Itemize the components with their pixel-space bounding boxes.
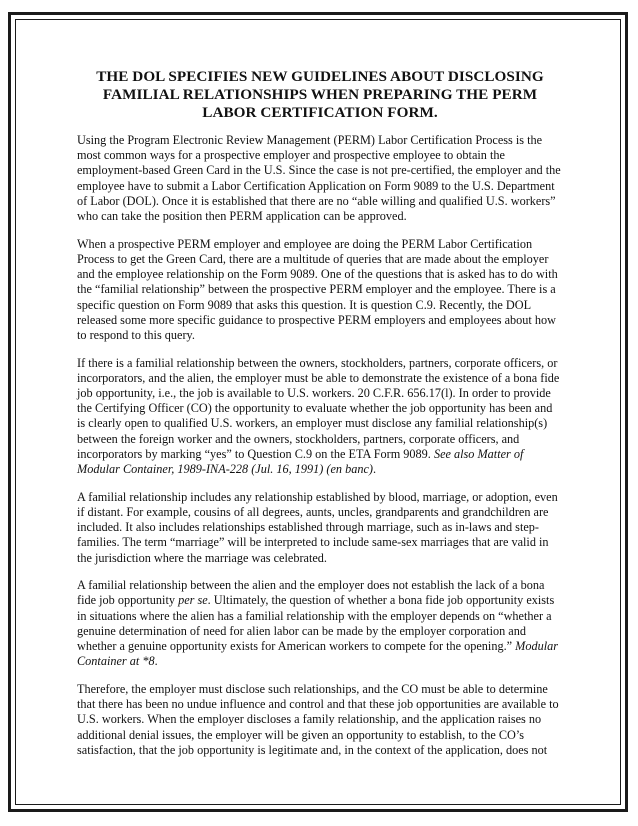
paragraph-tail: .: [154, 654, 158, 669]
case-citation: Modular Container at *8: [77, 639, 559, 669]
paragraph-familial-question: When a prospective PERM employer and employee are doing the PERM Labor Certification Process to get the Green Card, there are a multitude of queries that are made about the employer and the employee relationship on the Form 9089. One of the questions that is asked has to do with the “familial relationship” between the prospective PERM employer and the employee. There is a specific question on Form 9089 that asks this question. It is question C.9. Recently, the DOL released some more specific guidance to prospective PERM employers and employees about how to respond to this query.: [77, 236, 558, 342]
italic-term: per se: [178, 593, 208, 608]
document-title: THE DOL SPECIFIES NEW GUIDELINES ABOUT DISCLOSING FAMILIAL RELATIONSHIPS WHEN PREPARING THE PERM LABOR CERTIFICATION FORM.: [96, 68, 544, 121]
paragraph-text: A familial relationship between the alien and the employer does not establish the lack of a bona fide job opportunity: [77, 578, 545, 608]
paragraph-employer-obligation: Therefore, the employer must disclose such relationships, and the CO must be able to determine that there has been no undue influence and control and that these job opportunities are available to U.S. workers. When the employer discloses a family relationship, and the application raises no additional denial issues, the employer will be given an opportunity to establish, to the CO’s satisfaction, that the job opportunity is legitimate and, in the context of the application, does not: [77, 682, 559, 757]
paragraph-familial-definition: A familial relationship includes any relationship established by blood, marriage, or adoption, even if distant. For example, cousins of all degrees, aunts, uncles, grandparents and grandchildren are included. It also includes relationships established through marriage, such as in-laws and step-families. The term “marriage” will be interpreted to include same-sex marriages that are valid in the jurisdiction where the marriage was celebrated.: [77, 489, 558, 565]
paragraph-bona-fide: [77, 578, 563, 669]
paragraph-perm-intro: Using the Program Electronic Review Management (PERM) Labor Certification Process is the most common ways for a prospective employer and prospective employee to obtain the employment-based Green Card in the U.S. Since the case is not pre-certified, the employer and the employee have to submit a Labor Certification Application on Form 9089 to the U.S. Department of Labor (DOL). Once it is established that there are no “able willing and qualified U.S. workers” who can take the position then PERM application can be approved.: [77, 133, 561, 224]
document-body: [77, 68, 563, 771]
paragraph-tail: .: [373, 462, 377, 477]
paragraph-text: If there is a familial relationship between the owners, stockholders, partners, corporate officers, or incorporators, and the alien, the employer must be able to demonstrate the existence of a bona fide job opportunity, i.e., the job is available to U.S. workers. 20 C.F.R. 656.17(l). In order to provide the Certifying Officer (CO) the opportunity to evaluate whether the job opportunity has been and is clearly open to qualified U.S. workers, an employer must disclose any familial relationship(s) between the foreign worker and the owners, stockholders, partners, corporate officers, and incorporators by marking “yes” to Question C.9 on the ETA Form 9089.: [77, 355, 560, 461]
paragraph-text: . Ultimately, the question of whether a bona fide job opportunity exists in situations where the alien has a familial relationship with the employer depends on “whether a genuine determination of need for alien labor can be made by the employer corporation and whether a genuine opportunity exists for American workers to compete for the opening.”: [77, 593, 555, 654]
paragraph-disclosure-requirement: [77, 356, 563, 478]
case-citation: See also Matter of Modular Container, 1989-INA-228 (Jul. 16, 1991) (en banc): [77, 446, 524, 477]
